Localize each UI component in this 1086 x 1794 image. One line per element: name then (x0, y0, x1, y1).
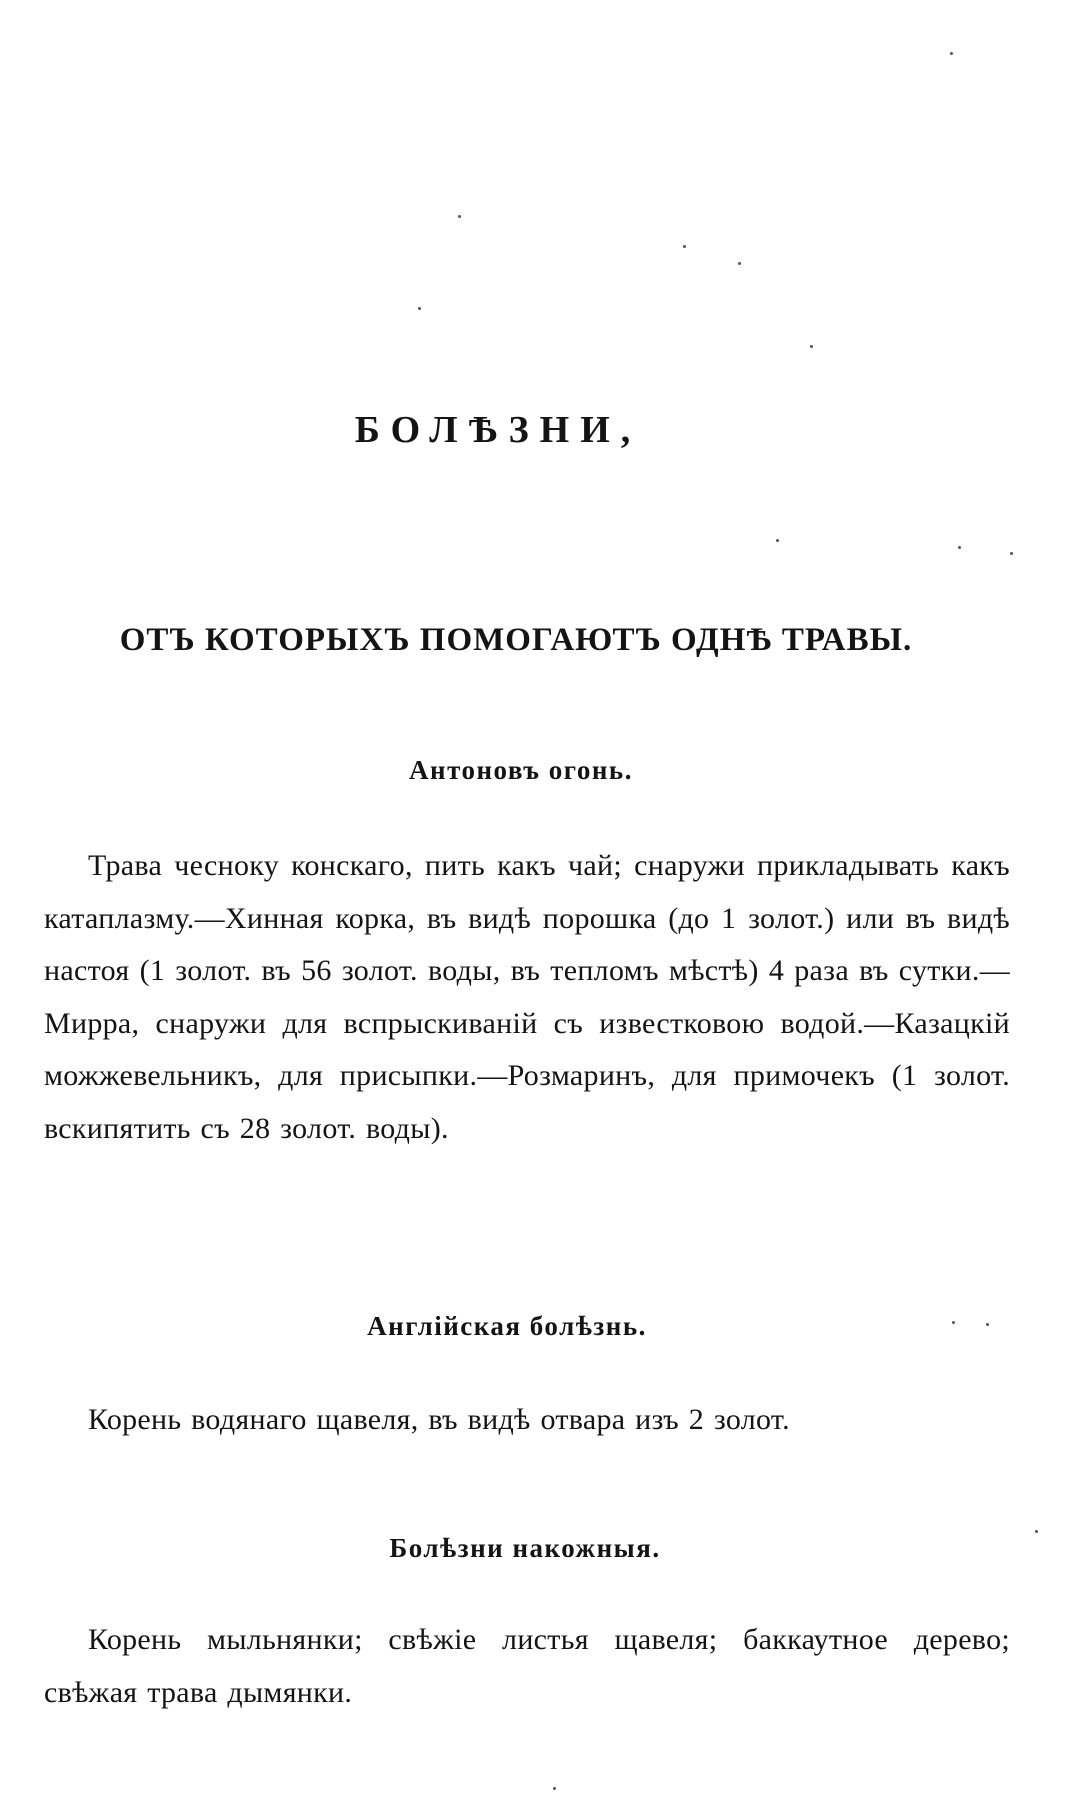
section-paragraph: Трава чесноку конскаго, пить какъ чай; снаружи прикладывать какъ катаплазму.—Хинная корка, въ видѣ порошка (до 1 золот.) или въ видѣ настоя (1 золот. въ 56 золот. воды, въ тепломъ мѣстѣ) 4 раза въ сутки.—Мирра, снаружи для вспрыскиваній съ известковою водой.—Казацкій можжевельникъ, для присыпки.—Розмаринъ, для примочекъ (1 золот. вскипятить съ 28 золот. воды). (44, 849, 1010, 1145)
section-heading: Антоновъ огонь. (409, 755, 633, 785)
section-paragraph: Корень водянаго щавеля, въ видѣ отвара изъ 2 золот. (88, 1403, 790, 1436)
section-heading: Болѣзни накожныя. (389, 1533, 661, 1563)
section-heading: Англійская болѣзнь. (367, 1311, 647, 1341)
page-subtitle: ОТЪ КОТОРЫХЪ ПОМОГАЮТЪ ОДНѢ ТРАВЫ. (119, 622, 913, 658)
page-title: БОЛѢЗНИ, (354, 409, 642, 451)
section-paragraph: Корень мыльнянки; свѣжіе листья щавеля; баккаутное дерево; свѣжая трава дымянки. (44, 1623, 1010, 1709)
